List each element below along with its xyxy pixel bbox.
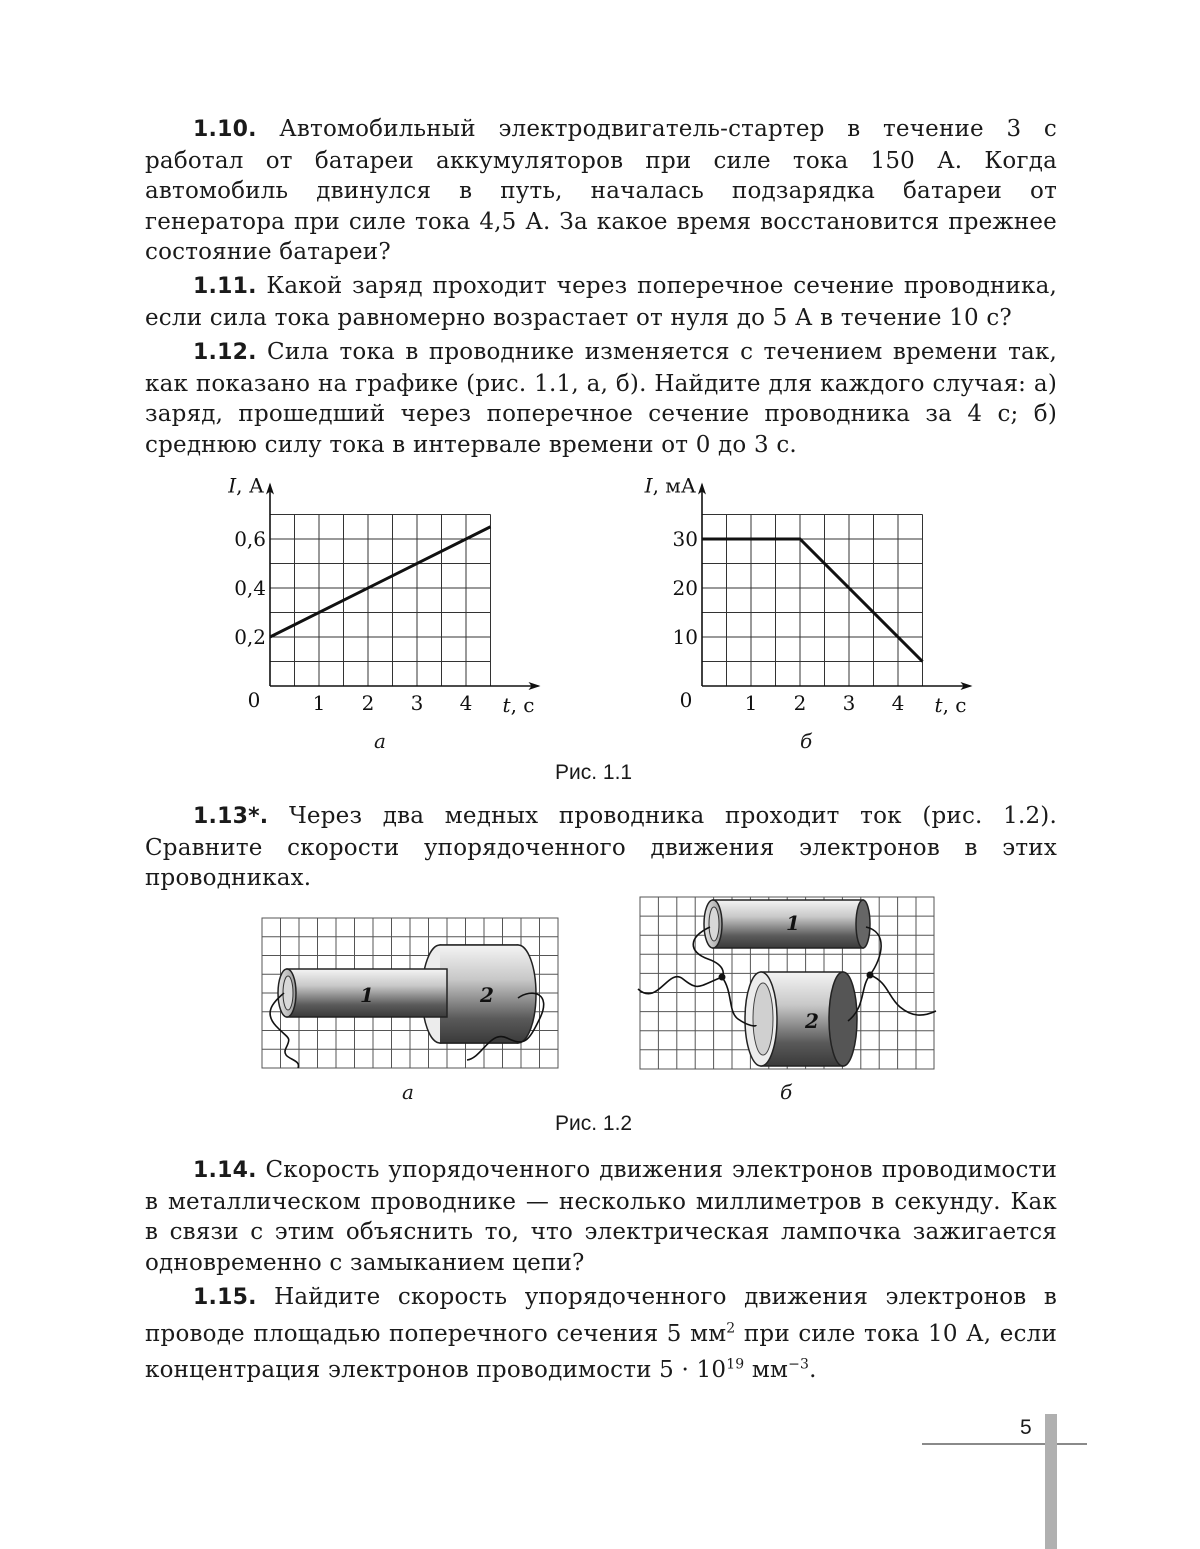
problem-text: Автомобильный электродвигатель-стартер в течение 3 с работал от батареи аккумуляторов при силе тока 150 А. Когда автомобиль двинулся в путь, началась подзарядка батареи от генератора при силе тока 4,5 А. За какое время восстановится прежнее состояние батареи?: [145, 116, 1058, 265]
fig1-sub-a: а: [374, 729, 386, 753]
y-axis-arrow: [266, 483, 274, 495]
y-tick-label: 0,6: [234, 527, 266, 551]
problem-text: Скорость упорядоченного движения электронов проводимости в металлическом проводнике — несколько миллиметров в секунду. Как в связи с этим объяснить то, что электрическая лампочка зажигается одновременно с замыканием цепи?: [145, 1157, 1057, 1276]
problem-number: 1.12.: [193, 340, 257, 365]
problem-number: 1.14.: [193, 1158, 257, 1183]
x-axis-arrow: [529, 682, 541, 690]
margin-bar: [1045, 1414, 1057, 1549]
problem-number: 1.11.: [193, 274, 257, 299]
x-tick-label: 4: [459, 691, 473, 715]
x-axis-arrow: [961, 682, 973, 690]
series-line: [702, 539, 923, 662]
problem-number: 1.10.: [193, 117, 257, 142]
footer-rule: [922, 1443, 1087, 1445]
y-tick-label: 10: [672, 625, 698, 649]
problem-text: Через два медных проводника проходит ток (рис. 1.2). Сравните скорости упорядоченного движения электронов в этих проводниках.: [145, 803, 1057, 891]
y-tick-label: 30: [672, 527, 698, 551]
fig2-caption: Рис. 1.2: [555, 1112, 633, 1135]
junction-dot: [867, 972, 874, 979]
origin-label: 0: [247, 688, 261, 712]
y-axis-label: I, А: [228, 473, 264, 498]
problem-1-12: [145, 337, 1057, 460]
y-axis-arrow: [698, 483, 706, 495]
fig2-b-illustration: [638, 897, 938, 1072]
fig2-sub-a: а: [402, 1080, 414, 1104]
problem-number: 1.15.: [193, 1285, 257, 1310]
problem-1-13: [145, 801, 1057, 894]
fig2-sub-b: б: [780, 1080, 793, 1104]
fig1-sub-b: б: [800, 729, 813, 753]
y-axis-label: I, мА: [644, 473, 696, 498]
problem-1-15: [145, 1282, 1057, 1386]
problem-text: Сила тока в проводнике изменяется с течением времени так, как показано на графике (рис. 1.1, а, б). Найдите для каждого случая: а) заряд, прошедший через поперечное сечение проводника за 4 с; б) среднюю силу тока в интервале времени от 0 до 3 с.: [145, 339, 1057, 458]
junction-dot: [719, 974, 726, 981]
label-2: 2: [480, 983, 494, 1007]
x-tick-label: 4: [891, 691, 905, 715]
x-axis-label: t, с: [502, 693, 535, 717]
x-tick-label: 2: [793, 691, 807, 715]
x-tick-label: 2: [361, 691, 375, 715]
fig1-caption: Рис. 1.1: [555, 761, 633, 784]
problem-1-14: [145, 1155, 1057, 1278]
problem-text: Какой заряд проходит через поперечное сечение проводника, если сила тока равномерно возрастает от нуля до 5 А в течение 10 с?: [145, 273, 1057, 331]
x-tick-label: 1: [744, 691, 758, 715]
y-tick-label: 0,2: [234, 625, 266, 649]
x-tick-label: 1: [312, 691, 326, 715]
origin-label: 0: [679, 688, 693, 712]
label-1: 1: [786, 911, 800, 935]
label-1: 1: [360, 983, 374, 1007]
x-tick-label: 3: [410, 691, 424, 715]
x-tick-label: 3: [842, 691, 856, 715]
problem-1-11: [145, 271, 1057, 333]
y-tick-label: 20: [672, 576, 698, 600]
y-tick-label: 0,4: [234, 576, 266, 600]
problem-number: 1.13*.: [193, 804, 269, 829]
series-line: [270, 527, 491, 637]
fig2-a-illustration: [262, 918, 562, 1073]
problem-text: Найдите скорость упорядоченного движения электронов в проводе площадью поперечного сечения 5 $мм^2$ при силе тока 10 А, если концентрация электронов проводимости $5 \cdot 10^{19}$ $мм^{-3}$.: [145, 1284, 1058, 1384]
x-axis-label: t, с: [934, 693, 967, 717]
label-2: 2: [805, 1009, 819, 1033]
page-number: 5: [1020, 1416, 1032, 1439]
problem-1-10: [145, 114, 1057, 268]
